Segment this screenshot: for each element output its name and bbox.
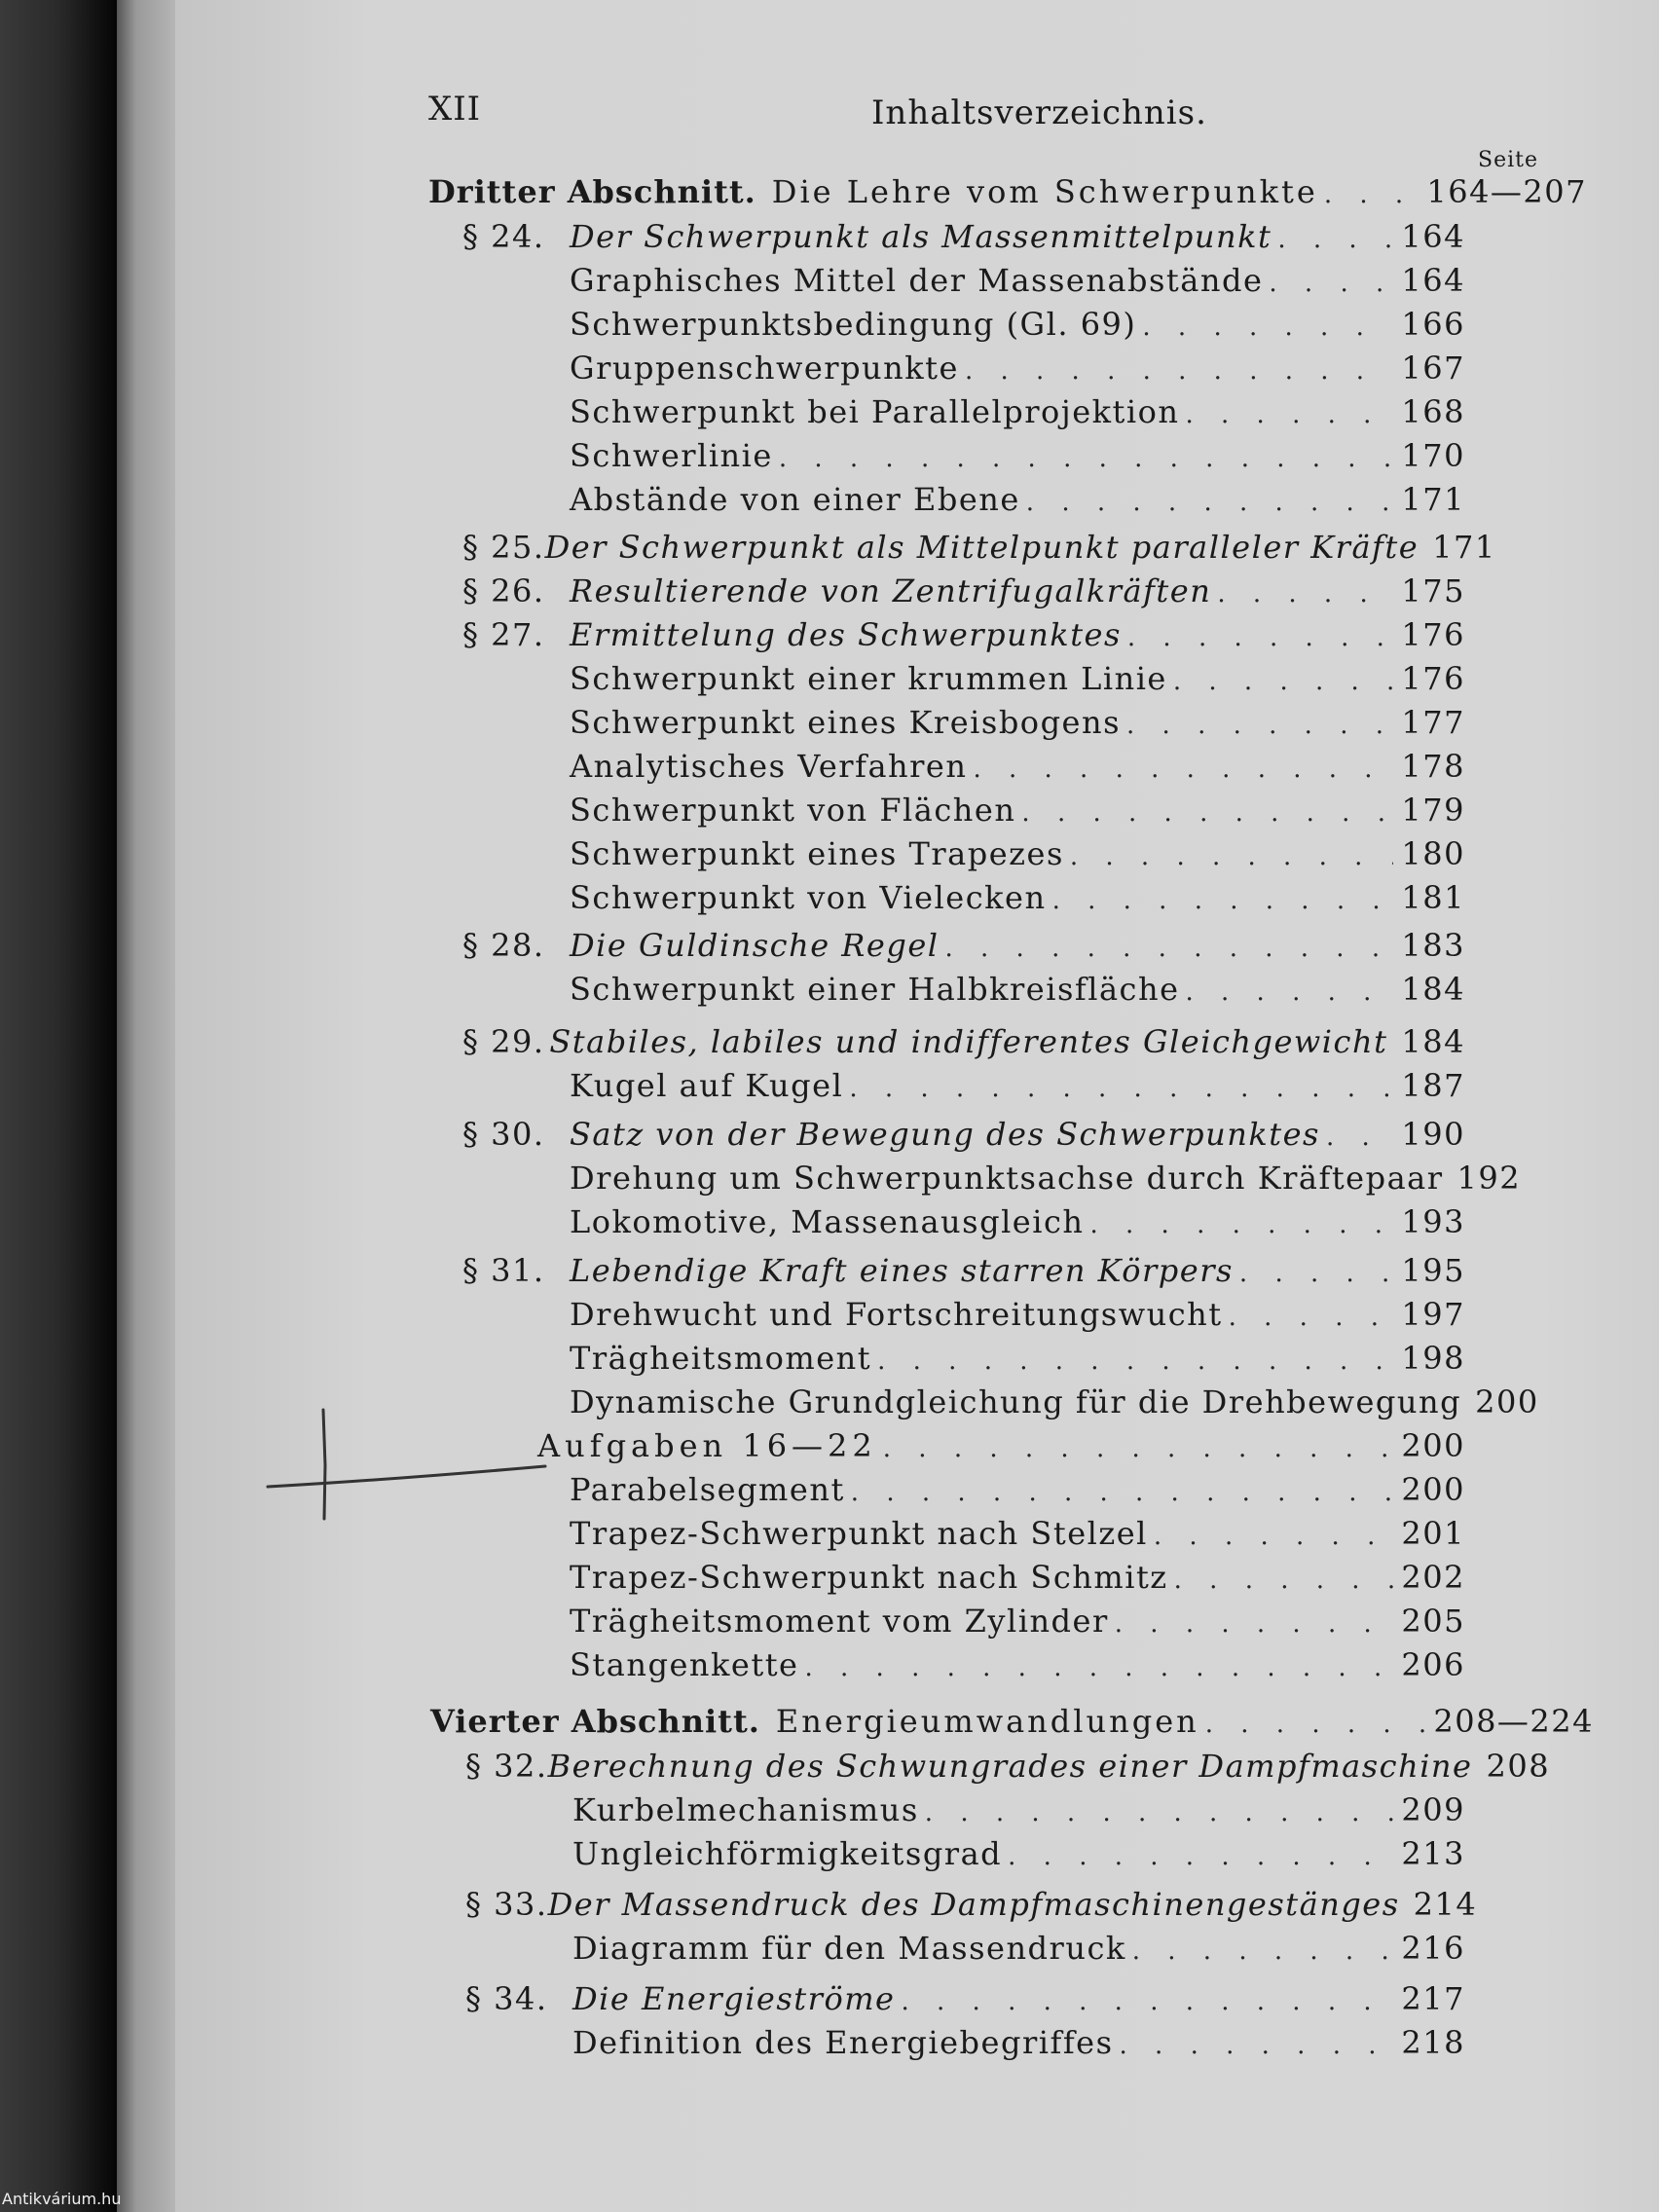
- dot-leader: [1090, 1210, 1394, 1239]
- entry-page: 190: [1401, 1116, 1465, 1153]
- entry-title: Schwerpunkt eines Trapezes: [570, 835, 1064, 872]
- toc-entry: [570, 1340, 1465, 1379]
- toc-entry: [570, 306, 1465, 345]
- section-title: Energieumwandlungen: [775, 1703, 1199, 1740]
- toc-entry: [570, 1646, 1465, 1685]
- dot-leader: [804, 1653, 1393, 1682]
- dot-leader: [1115, 1609, 1394, 1639]
- entry-page: 166: [1401, 306, 1465, 343]
- toc-entry: [537, 1427, 1465, 1466]
- entry-page: 178: [1401, 748, 1465, 785]
- entry-page: 183: [1401, 927, 1465, 964]
- dot-leader: [851, 1478, 1394, 1507]
- entry-page: 198: [1401, 1340, 1465, 1377]
- dot-leader: [1008, 1842, 1393, 1871]
- entry-title: Der Schwerpunkt als Mittelpunkt paralleler Kräfte: [544, 529, 1419, 566]
- dot-leader: [1132, 1936, 1394, 1966]
- seite-column-label: Seite: [1478, 148, 1538, 172]
- toc-entry: [570, 660, 1465, 699]
- entry-page: 171: [1401, 481, 1465, 518]
- entry-title: Resultierende von Zentrifugalkräften: [570, 572, 1212, 609]
- paragraph-number: § 33.: [465, 1886, 548, 1923]
- entry-title: Lebendige Kraft eines starren Körpers: [570, 1252, 1234, 1289]
- dot-leader: [1186, 977, 1394, 1007]
- entry-page: 181: [1401, 879, 1465, 916]
- entry-title: Schwerpunktsbedingung (Gl. 69): [570, 306, 1137, 343]
- dot-leader: [1185, 400, 1393, 429]
- dot-leader: [849, 1074, 1393, 1103]
- toc-entry: [570, 393, 1465, 432]
- paragraph-number: § 31.: [462, 1252, 545, 1289]
- entry-page: 168: [1401, 393, 1465, 430]
- entry-page: 176: [1401, 616, 1465, 653]
- entry-page: 184: [1401, 1023, 1465, 1060]
- toc-entry: [462, 616, 1465, 655]
- toc-entry: [570, 1515, 1465, 1554]
- entry-title: Schwerlinie: [570, 437, 773, 474]
- toc-entry: [462, 927, 1465, 966]
- toc-entry: [465, 1980, 1465, 2019]
- toc-entry: [570, 1203, 1465, 1242]
- dot-leader: [965, 356, 1393, 386]
- entry-title: Trapez-Schwerpunkt nach Stelzel: [570, 1515, 1148, 1552]
- entry-page: 209: [1401, 1791, 1465, 1828]
- entry-page: 170: [1401, 437, 1465, 474]
- entry-title: Schwerpunkt einer Halbkreisfläche: [570, 971, 1180, 1008]
- dot-leader: [1127, 623, 1394, 652]
- section-page-range: 208—224: [1433, 1703, 1594, 1740]
- dot-leader: [1154, 1522, 1394, 1551]
- section-heading-3: [428, 173, 1587, 212]
- entry-page: 184: [1401, 971, 1465, 1008]
- entry-page: 202: [1401, 1559, 1465, 1596]
- toc-entry: [572, 2024, 1465, 2063]
- paragraph-number: § 29.: [462, 1023, 545, 1060]
- entry-page: 179: [1401, 792, 1465, 829]
- toc-entry: [570, 437, 1465, 476]
- entry-page: 200: [1401, 1471, 1465, 1508]
- header-title: Inhaltsverzeichnis.: [871, 93, 1207, 132]
- toc-entry: [572, 1835, 1465, 1874]
- section-label: Dritter Abschnitt.: [428, 173, 756, 210]
- toc-entry: [462, 572, 1465, 611]
- entry-title: Die Energieströme: [572, 1980, 896, 2017]
- entry-title: Satz von der Bewegung des Schwerpunktes: [570, 1116, 1320, 1153]
- toc-entry: [570, 350, 1465, 388]
- toc-entry: [462, 1023, 1465, 1062]
- paragraph-number: § 34.: [465, 1980, 548, 2017]
- header-page-number: XII: [428, 90, 482, 129]
- paragraph-number: § 32.: [465, 1748, 548, 1785]
- entry-title: Gruppenschwerpunkte: [570, 350, 959, 387]
- entry-page: 197: [1401, 1296, 1465, 1333]
- toc-entry: [570, 879, 1465, 918]
- entry-title: Die Guldinsche Regel: [570, 927, 940, 964]
- entry-title: Ungleichförmigkeitsgrad: [572, 1835, 1003, 1872]
- entry-title: Parabelsegment: [570, 1471, 845, 1508]
- section-label: Vierter Abschnitt.: [430, 1703, 760, 1740]
- dot-leader: [1239, 1259, 1394, 1288]
- dot-leader: [944, 934, 1393, 963]
- entry-title: Der Massendruck des Dampfmaschinengestänges: [547, 1886, 1400, 1923]
- entry-title: Aufgaben 16—22: [537, 1427, 877, 1464]
- entry-page: 218: [1401, 2024, 1465, 2061]
- dot-leader: [1205, 1710, 1426, 1739]
- toc-entry: [572, 1930, 1465, 1969]
- entry-page: 175: [1401, 572, 1465, 609]
- toc-entry: [570, 1383, 1539, 1422]
- dot-leader: [779, 444, 1394, 473]
- dot-leader: [1070, 842, 1394, 871]
- entry-title: Kurbelmechanismus: [572, 1791, 919, 1828]
- dot-leader: [1021, 798, 1393, 828]
- toc-entry: [570, 971, 1465, 1010]
- dot-leader: [925, 1798, 1394, 1827]
- paragraph-number: § 26.: [462, 572, 545, 609]
- entry-title: Graphisches Mittel der Massenabstände: [570, 262, 1264, 299]
- dot-leader: [883, 1434, 1394, 1463]
- dot-leader: [1269, 269, 1393, 298]
- section-title: Die Lehre vom Schwerpunkte: [771, 173, 1318, 210]
- entry-title: Schwerpunkt von Flächen: [570, 792, 1016, 829]
- dot-leader: [1120, 2031, 1394, 2060]
- dot-leader: [1173, 667, 1394, 696]
- entry-title: Kugel auf Kugel: [570, 1067, 844, 1104]
- entry-page: 176: [1401, 660, 1465, 697]
- entry-page: 177: [1401, 704, 1465, 741]
- toc-entry: [570, 1603, 1465, 1641]
- entry-title: Schwerpunkt einer krummen Linie: [570, 660, 1167, 697]
- entry-title: Diagramm für den Massendruck: [572, 1930, 1126, 1967]
- entry-title: Analytisches Verfahren: [570, 748, 968, 785]
- toc-entry: [462, 529, 1496, 568]
- paragraph-number: § 24.: [462, 218, 545, 255]
- entry-page: 180: [1401, 835, 1465, 872]
- dot-leader: [1326, 1123, 1393, 1152]
- section-heading-4: [430, 1703, 1594, 1742]
- dot-leader: [1324, 180, 1419, 209]
- entry-title: Trägheitsmoment: [570, 1340, 872, 1377]
- paragraph-number: § 30.: [462, 1116, 545, 1153]
- dot-leader: [1217, 579, 1393, 608]
- watermark: Antikvárium.hu: [2, 2190, 122, 2208]
- toc-entry: [570, 1067, 1465, 1106]
- dot-leader: [877, 1346, 1393, 1376]
- entry-title: Abstände von einer Ebene: [570, 481, 1020, 518]
- entry-page: 200: [1475, 1383, 1539, 1420]
- toc-entry: [462, 1252, 1465, 1291]
- section-page-range: 164—207: [1426, 173, 1587, 210]
- paragraph-number: § 27.: [462, 616, 545, 653]
- entry-page: 201: [1401, 1515, 1465, 1552]
- toc-entry: [570, 748, 1465, 787]
- toc-entry: [462, 1116, 1465, 1155]
- entry-page: 164: [1401, 218, 1465, 255]
- entry-page: 208: [1486, 1748, 1551, 1785]
- toc-entry: [462, 218, 1465, 257]
- dot-leader: [901, 1987, 1393, 2016]
- toc-entry: [570, 704, 1465, 743]
- entry-title: Der Schwerpunkt als Massenmittelpunkt: [570, 218, 1272, 255]
- entry-page: 214: [1413, 1886, 1478, 1923]
- entry-page: 216: [1401, 1930, 1465, 1967]
- dot-leader: [1174, 1566, 1394, 1595]
- entry-title: Drehung um Schwerpunktsachse durch Kräftepaar: [570, 1160, 1444, 1197]
- entry-title: Trapez-Schwerpunkt nach Schmitz: [570, 1559, 1168, 1596]
- entry-page: 192: [1456, 1160, 1522, 1197]
- toc-entry: [570, 481, 1465, 520]
- entry-title: Schwerpunkt von Vielecken: [570, 879, 1047, 916]
- toc-entry: [570, 835, 1465, 874]
- entry-title: Trägheitsmoment vom Zylinder: [570, 1603, 1109, 1640]
- dot-leader: [1277, 225, 1393, 254]
- toc-entry: [572, 1791, 1465, 1830]
- entry-page: 213: [1401, 1835, 1465, 1872]
- entry-page: 206: [1401, 1646, 1465, 1683]
- toc-entry: [465, 1748, 1551, 1787]
- paragraph-number: § 25.: [462, 529, 545, 566]
- toc-entry: [570, 1296, 1465, 1335]
- entry-page: 217: [1401, 1980, 1465, 2017]
- toc-entry: [570, 262, 1465, 301]
- entry-title: Drehwucht und Fortschreitungswucht: [570, 1296, 1223, 1333]
- entry-page: 195: [1401, 1252, 1465, 1289]
- toc-entry: [570, 1160, 1522, 1198]
- dot-leader: [1052, 886, 1394, 915]
- entry-page: 167: [1401, 350, 1465, 387]
- entry-title: Definition des Energiebegriffes: [572, 2024, 1114, 2061]
- dot-leader: [1229, 1303, 1394, 1332]
- entry-page: 164: [1401, 262, 1465, 299]
- dot-leader: [1142, 313, 1393, 342]
- entry-page: 205: [1401, 1603, 1465, 1640]
- entry-title: Schwerpunkt eines Kreisbogens: [570, 704, 1122, 741]
- entry-page: 171: [1432, 529, 1496, 566]
- entry-page: 187: [1401, 1067, 1465, 1104]
- toc-entry: [570, 1559, 1465, 1598]
- entry-title: Stabiles, labiles und indifferentes Gleichgewicht: [549, 1023, 1388, 1060]
- entry-page: 200: [1401, 1427, 1465, 1464]
- entry-title: Dynamische Grundgleichung für die Drehbewegung: [570, 1383, 1462, 1420]
- dot-leader: [1126, 711, 1393, 740]
- toc-entry: [465, 1886, 1478, 1925]
- entry-title: Stangenkette: [570, 1646, 799, 1683]
- toc-entry: [570, 792, 1465, 830]
- toc-entry: [570, 1471, 1465, 1510]
- entry-title: Schwerpunkt bei Parallelprojektion: [570, 393, 1180, 430]
- dot-leader: [1026, 488, 1394, 517]
- paragraph-number: § 28.: [462, 927, 545, 964]
- entry-title: Lokomotive, Massenausgleich: [570, 1203, 1085, 1240]
- entry-title: Ermittelung des Schwerpunktes: [570, 616, 1122, 653]
- entry-title: Berechnung des Schwungrades einer Dampfmaschine: [547, 1748, 1473, 1785]
- entry-page: 193: [1401, 1203, 1465, 1240]
- dot-leader: [973, 755, 1393, 784]
